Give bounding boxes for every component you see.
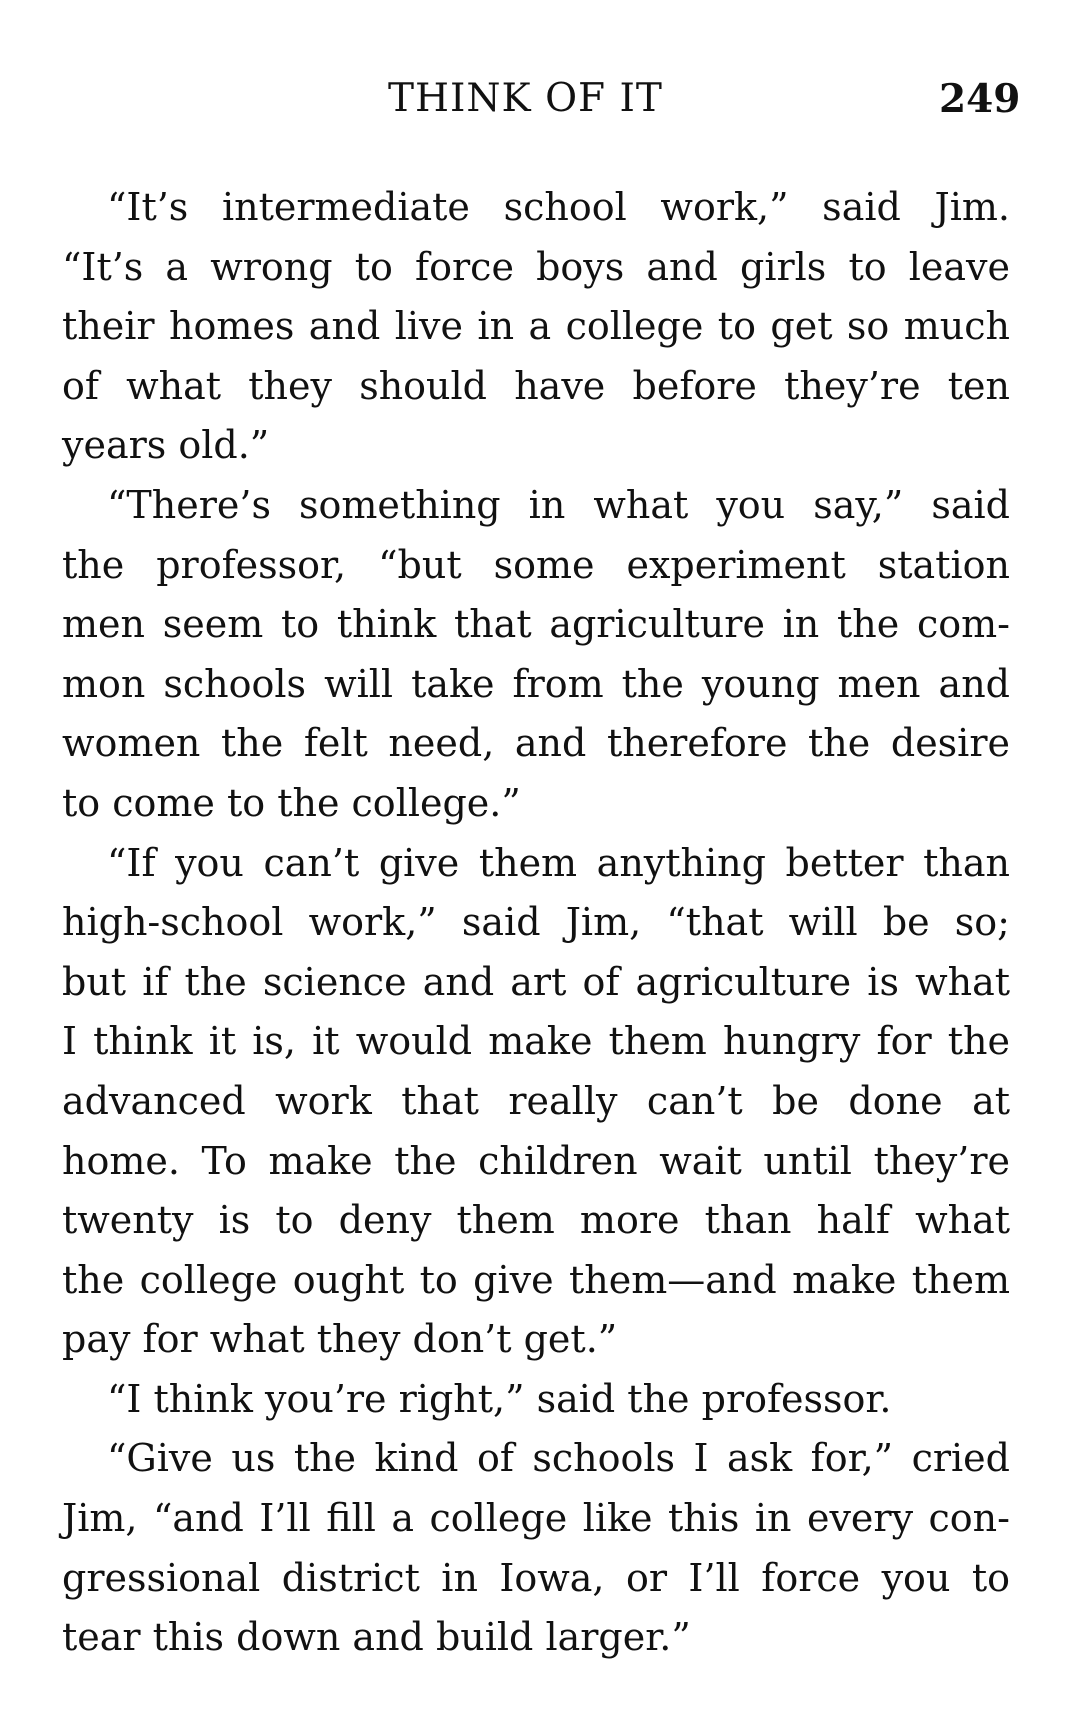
text-line: “If you can’t give them anything better than — [107, 840, 1010, 885]
running-head — [0, 74, 1071, 124]
text-line: high-school work,” said Jim, “that will be so; — [62, 900, 1010, 945]
text-line: I think it is, it would make them hungry for the — [62, 1019, 1010, 1064]
text-line: but if the science and art of agriculture is what — [62, 959, 1010, 1004]
text-line: the college ought to give them—and make them — [62, 1257, 1010, 1302]
text-line: mon schools will take from the young men and — [62, 661, 1010, 706]
text-line: “It’s intermediate school work,” said Jim. — [107, 185, 1010, 229]
text-line: to come to the college.” — [62, 780, 521, 825]
text-line: women the felt need, and therefore the desire — [62, 721, 1010, 766]
text-line: twenty is to deny them more than half what — [62, 1198, 1010, 1243]
text-line: men seem to think that agriculture in the com- — [62, 602, 1010, 647]
running-title: THINK OF IT — [388, 76, 663, 121]
text-line: gressional district in Iowa, or I’ll force you to — [62, 1555, 1010, 1600]
text-line: Jim, “and I’ll fill a college like this in every con- — [62, 1496, 1010, 1541]
text-line: “Give us the kind of schools I ask for,” cried — [107, 1436, 1010, 1481]
page-number: 249 — [939, 76, 1021, 122]
text-line: home. To make the children wait until they’re — [62, 1138, 1010, 1183]
text-line: “There’s something in what you say,” said — [107, 482, 1010, 527]
text-line: pay for what they don’t get.” — [62, 1317, 618, 1362]
text-line: “It’s a wrong to force boys and girls to leave — [62, 244, 1010, 289]
text-line: the professor, “but some experiment station — [62, 542, 1010, 587]
body-text — [62, 178, 1010, 1668]
text-line: advanced work that really can’t be done at — [62, 1078, 1010, 1123]
text-line: of what they should have before they’re ten — [62, 363, 1010, 408]
text-line: their homes and live in a college to get so much — [62, 304, 1010, 349]
text-line: years old.” — [62, 423, 270, 468]
text-line: “I think you’re right,” said the professor. — [107, 1376, 892, 1421]
text-line: tear this down and build larger.” — [62, 1615, 691, 1660]
